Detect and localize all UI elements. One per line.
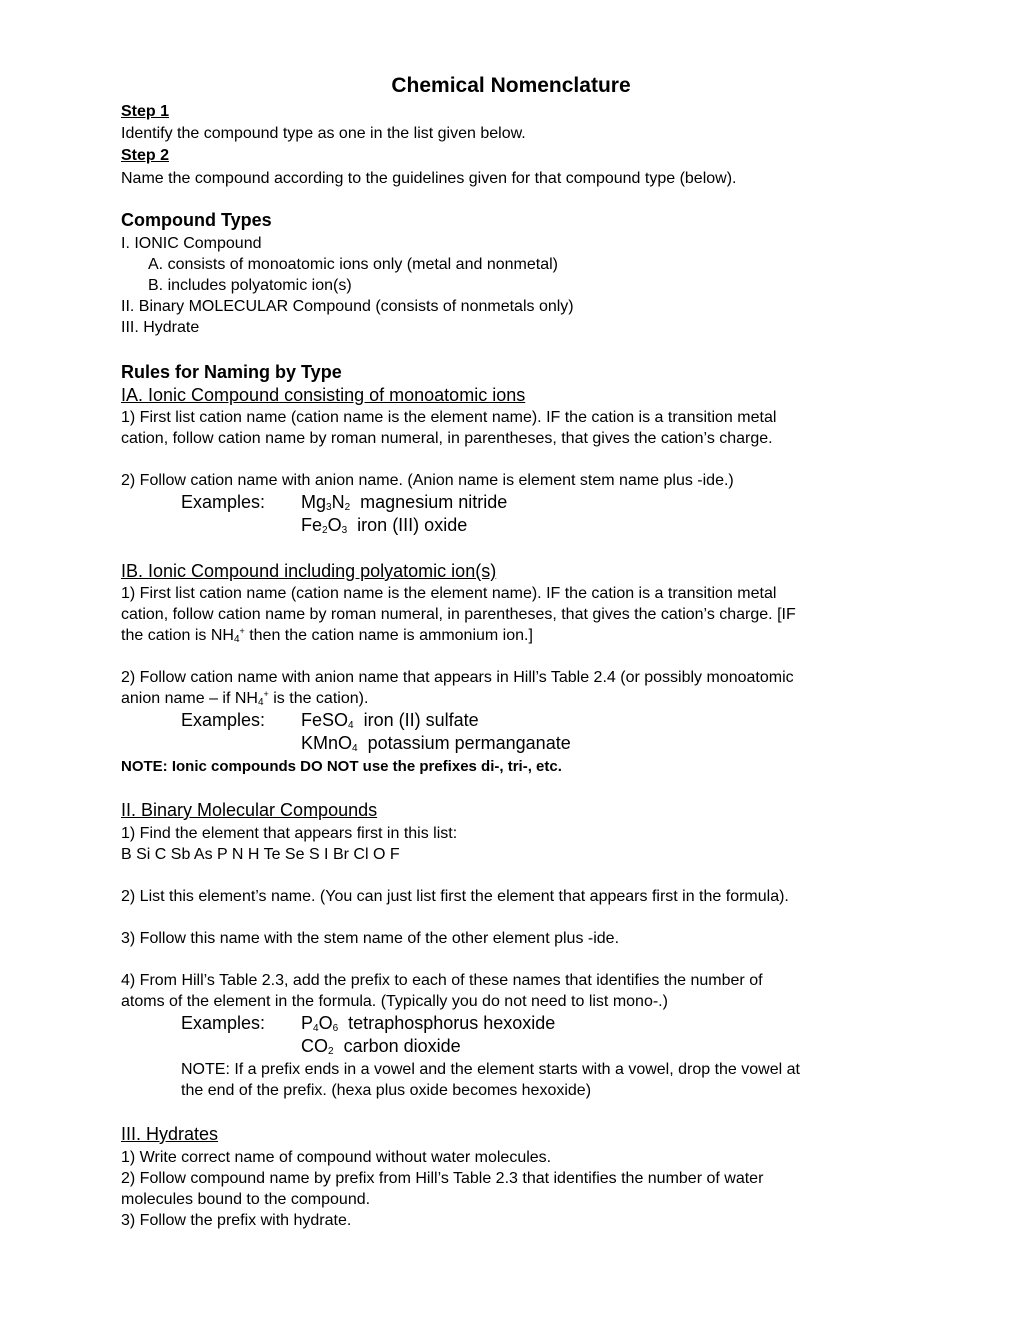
examples-label: Examples: [181,492,266,512]
example-row [181,1014,555,1033]
example-row [181,493,507,512]
rule-text: 1) Write correct name of compound without water molecules. [121,1149,552,1166]
rule-text: 2) Follow cation name with anion name that appears in Hill’s Table 2.4 (or possibly monoatomic [121,669,794,686]
type-item: I. IONIC Compound [121,235,262,252]
page-title: Chemical Nomenclature [391,74,631,97]
example-row [181,711,479,730]
example-row [301,516,467,535]
rule-text: molecules bound to the compound. [121,1191,371,1208]
compound-types-heading: Compound Types [121,210,272,230]
ionic-note: NOTE: Ionic compounds DO NOT use the prefixes di-, tri-, etc. [121,758,562,775]
rule-text: 4) From Hill’s Table 2.3, add the prefix to each of these names that identifies the number of [121,972,763,989]
compound-name: iron (II) sulfate [363,710,479,730]
rule-text: the cation is $NH_4^+$ then the cation name is ammonium ion.] [121,626,533,645]
rule-text: 2) List this element’s name. (You can just list first the element that appears first in the formula). [121,888,789,905]
rules-heading: Rules for Naming by Type [121,362,342,382]
compound-name: tetraphosphorus hexoxide [348,1013,556,1033]
rule-text: cation, follow cation name by roman numeral, in parentheses, that gives the cation’s charge. [IF [121,606,796,623]
step-1-text: Identify the compound type as one in the list given below. [121,125,526,142]
formula: $P_4O_6$ [301,1013,339,1034]
formula: FeSO$_4$ [301,710,354,731]
compound-name: potassium permanganate [367,733,571,753]
examples-label: Examples: [181,1013,266,1033]
prefix-note: NOTE: If a prefix ends in a vowel and the element starts with a vowel, drop the vowel at [181,1061,800,1078]
step-2-text: Name the compound according to the guidelines given for that compound type (below). [121,170,737,187]
type-item: III. Hydrate [121,319,200,336]
formula: $CO_2$ [301,1036,334,1057]
rule-text: 2) Follow cation name with anion name. (Anion name is element stem name plus -ide.) [121,472,734,489]
examples-label: Examples: [181,710,266,730]
formula: $Fe_2O_3$ [301,515,348,536]
section-ii-heading: II. Binary Molecular Compounds [121,800,378,820]
section-iii-heading: III. Hydrates [121,1124,219,1144]
compound-name: carbon dioxide [343,1036,461,1056]
rule-text: 1) Find the element that appears first in this list: [121,825,458,842]
step-2-heading: Step 2 [121,147,170,164]
element-order-list: B Si C Sb As P N H Te Se S I Br Cl O F [121,846,400,863]
section-ib-heading: IB. Ionic Compound including polyatomic ion(s) [121,561,497,581]
rule-text: 3) Follow the prefix with hydrate. [121,1212,352,1229]
step-1-heading: Step 1 [121,103,170,120]
type-item: B. includes polyatomic ion(s) [148,277,352,294]
compound-name: iron (III) oxide [357,515,468,535]
rule-text: 2) Follow compound name by prefix from Hill’s Table 2.3 that identifies the number of water [121,1170,764,1187]
rule-text: 3) Follow this name with the stem name of the other element plus -ide. [121,930,620,947]
compound-name: magnesium nitride [360,492,508,512]
rule-text: 1) First list cation name (cation name is the element name). IF the cation is a transition metal [121,409,777,426]
type-item: II. Binary MOLECULAR Compound (consists of nonmetals only) [121,298,574,315]
prefix-note: the end of the prefix. (hexa plus oxide becomes hexoxide) [181,1082,592,1099]
formula: $Mg_3N_2$ [301,492,351,513]
rule-text: cation, follow cation name by roman numeral, in parentheses, that gives the cation’s charge. [121,430,773,447]
rule-text: atoms of the element in the formula. (Typically you do not need to list mono-.) [121,993,668,1010]
type-item: A. consists of monoatomic ions only (metal and nonmetal) [148,256,558,273]
example-row [301,734,571,753]
example-row [301,1037,461,1056]
section-ia-heading: IA. Ionic Compound consisting of monoatomic ions [121,385,526,405]
rule-text: 1) First list cation name (cation name is the element name). IF the cation is a transition metal [121,585,777,602]
formula: KMnO$_4$ [301,733,358,754]
rule-text: anion name – if $NH_4^+$ is the cation). [121,689,369,708]
